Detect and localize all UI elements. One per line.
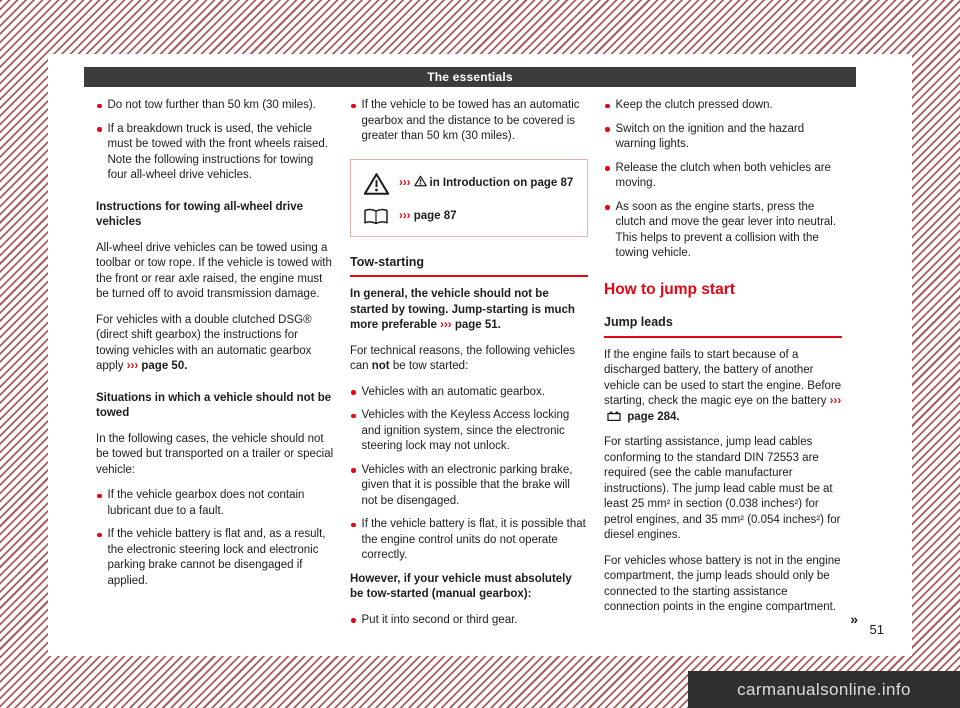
column-right <box>604 98 858 627</box>
bullet-text: Put it into second or third gear. <box>361 613 518 626</box>
warning-reference-text <box>399 175 573 192</box>
list-item <box>350 98 588 145</box>
list-item <box>350 463 588 510</box>
cross-ref-chevron: ››› <box>440 319 452 331</box>
book-icon <box>363 208 399 226</box>
bullet-icon <box>605 127 610 132</box>
subheading-towing-all-wheel: Instructions for towing all-wheel drive vehicles <box>96 200 304 228</box>
bullet-icon <box>605 166 610 171</box>
chapter-heading-jump-start: How to jump start <box>604 280 735 298</box>
bullet-icon <box>351 618 356 623</box>
bullet-icon <box>351 468 356 473</box>
list-item <box>96 527 334 589</box>
cross-ref-page: page 50. <box>138 360 188 372</box>
text-run: be tow started: <box>389 360 469 372</box>
warning-reference-row <box>363 172 575 196</box>
bullet-icon <box>605 205 610 210</box>
paragraph-din-cables: For starting assistance, jump lead cables conforming to the standard DIN 72553 are required (see the cable manufacturer instructions). The jump lead cable must be at least 25 mm² in section (0.038 inches²) for petrol engines, and 35 mm² (0.054 inches²) for diesel engines. <box>604 436 841 541</box>
cross-ref-chevron: ››› <box>829 395 842 407</box>
warning-reference-label: in Introduction on page 87 <box>429 177 574 190</box>
book-reference-text <box>399 209 457 225</box>
column-middle <box>350 98 588 636</box>
cross-ref-chevron: ››› <box>126 360 139 372</box>
bullet-icon <box>351 523 356 528</box>
column-left <box>96 98 334 597</box>
list-item <box>96 98 334 114</box>
paragraph-technical <box>350 344 588 375</box>
page-header-title: The essentials <box>427 70 513 84</box>
book-reference-row <box>363 208 575 226</box>
book-reference-label: page 87 <box>413 209 457 222</box>
list-item <box>604 161 842 192</box>
section-heading-jump-leads: Jump leads <box>604 315 842 338</box>
list-item <box>350 408 588 455</box>
cross-ref-page: page 51. <box>451 319 501 331</box>
bullet-text: Vehicles with an automatic gearbox. <box>361 385 545 398</box>
bullet-text: If the vehicle gearbox does not contain lubricant due to a fault. <box>107 489 305 517</box>
bullet-icon <box>351 104 356 109</box>
paragraph-engine-fails <box>604 348 842 426</box>
list-item <box>96 488 334 519</box>
text-run: In general, the vehicle should not be started by towing. Jump-starting is much more preferable <box>350 288 575 331</box>
section-heading-tow-starting: Tow-starting <box>350 255 588 278</box>
paragraph-cases: In the following cases, the vehicle should not be towed but transported on a trailer or special vehicle: <box>96 432 334 476</box>
bullet-icon <box>97 104 102 109</box>
bullet-text: If the vehicle to be towed has an automatic gearbox and the distance to be covered is greater than 50 km (30 miles). <box>361 99 580 142</box>
bullet-text: Vehicles with the Keyless Access locking and ignition system, since the electronic steering lock may not unlock. <box>361 409 570 452</box>
continuation-mark: » <box>850 611 858 627</box>
bullet-text: Do not tow further than 50 km (30 miles). <box>107 99 316 111</box>
cross-ref-chevron: ››› <box>399 177 411 190</box>
page-header <box>84 67 856 87</box>
subheading-situations: Situations in which a vehicle should not be towed <box>96 391 332 419</box>
text-run: For technical reasons, the following vehicles can <box>350 344 576 372</box>
text-run: If the engine fails to start because of a discharged battery, the battery of another vehicle can be used to start the engine. Before starting, check the magic eye on the battery <box>604 348 842 407</box>
bullet-text: If the vehicle battery is flat, it is possible that the engine control units do not operate correctly. <box>361 518 586 561</box>
watermark-logo <box>688 671 960 708</box>
bullet-text: As soon as the engine starts, press the clutch and move the gear lever into neutral. This helps to prevent a collision with the towing vehicle. <box>615 200 837 259</box>
paragraph-compartment: For vehicles whose battery is not in the engine compartment, the jump leads should only be connected to the starting assistance connection points in the engine compartment. <box>604 554 841 613</box>
bullet-icon <box>351 390 356 395</box>
bullet-text: Switch on the ignition and the hazard warning lights. <box>615 122 805 150</box>
paragraph-all-wheel: All-wheel drive vehicles can be towed using a toolbar or tow rope. If the vehicle is towed with the front or rear axle raised, the engine must be turned off to avoid transmission damage. <box>96 241 332 300</box>
list-item <box>350 517 588 564</box>
bullet-text: If a breakdown truck is used, the vehicle must be towed with the front wheels raised. Note the following instructions for towing four all-wheel drive vehicles. <box>107 122 329 181</box>
cross-ref-page: page 284. <box>624 410 680 423</box>
paragraph-general <box>350 287 588 334</box>
watermark-text: carmanualsonline.info <box>737 679 911 699</box>
page-number: 51 <box>869 622 884 637</box>
warning-small-icon <box>414 175 427 192</box>
list-item <box>604 98 842 114</box>
bullet-text: Release the clutch when both vehicles are moving. <box>615 161 831 189</box>
bullet-icon <box>351 414 356 419</box>
bullet-text: Keep the clutch pressed down. <box>615 99 773 111</box>
bullet-icon <box>97 494 102 499</box>
list-item <box>604 122 842 153</box>
text-run: For vehicles with a double clutched DSG® (direct shift gearbox) the instructions for towing vehicles with an automatic gearbox apply <box>96 313 312 372</box>
manual-page <box>48 54 912 656</box>
cross-reference-box <box>350 159 588 237</box>
list-item <box>96 122 334 184</box>
warning-triangle-icon <box>363 172 399 196</box>
cross-ref-chevron: ››› <box>399 209 411 222</box>
bullet-text: If the vehicle battery is flat and, as a result, the electronic steering lock and electronic parking brake cannot be disengaged if applied. <box>107 528 326 587</box>
bullet-icon <box>605 104 610 109</box>
list-item <box>350 385 588 401</box>
emphasized-word: not <box>371 360 390 372</box>
paragraph-however: However, if your vehicle must absolutely be tow-started (manual gearbox): <box>350 572 572 600</box>
battery-icon <box>607 410 621 426</box>
paragraph-dsg <box>96 313 334 375</box>
bullet-icon <box>97 127 102 132</box>
list-item <box>350 613 588 629</box>
list-item <box>604 200 842 262</box>
bullet-text: Vehicles with an electronic parking brake, given that it is possible that the brake will not be disengaged. <box>361 463 573 507</box>
bullet-icon <box>97 533 102 538</box>
